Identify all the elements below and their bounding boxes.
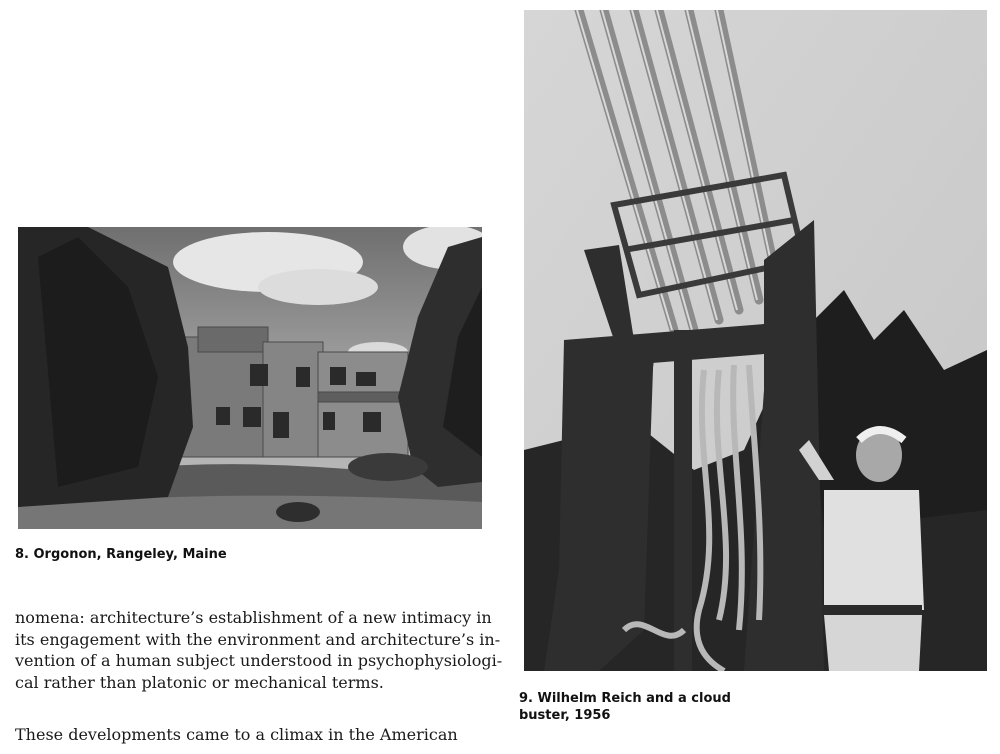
- body-paragraph: [15, 607, 502, 693]
- body-text-line: These developments came to a climax in the American: [15, 725, 458, 744]
- figure-8-photo: [18, 227, 482, 529]
- body-paragraph: [15, 724, 458, 746]
- body-text-line: its engagement with the environment and architecture’s in-: [15, 629, 501, 649]
- figure-9-caption-line: 9. Wilhelm Reich and a cloud: [519, 691, 731, 706]
- body-text-line: cal rather than platonic or mechanical terms.: [15, 672, 384, 692]
- figure-8-caption: 8. Orgonon, Rangeley, Maine: [15, 547, 227, 562]
- body-text-line: nomena: architecture’s establishment of a new intimacy in: [15, 608, 492, 627]
- figure-9-photo: [524, 10, 987, 671]
- body-text-line: vention of a human subject understood in psychophysiologi-: [15, 651, 503, 670]
- figure-9-caption-line: buster, 1956: [519, 708, 611, 723]
- figure-9-caption: [519, 690, 779, 724]
